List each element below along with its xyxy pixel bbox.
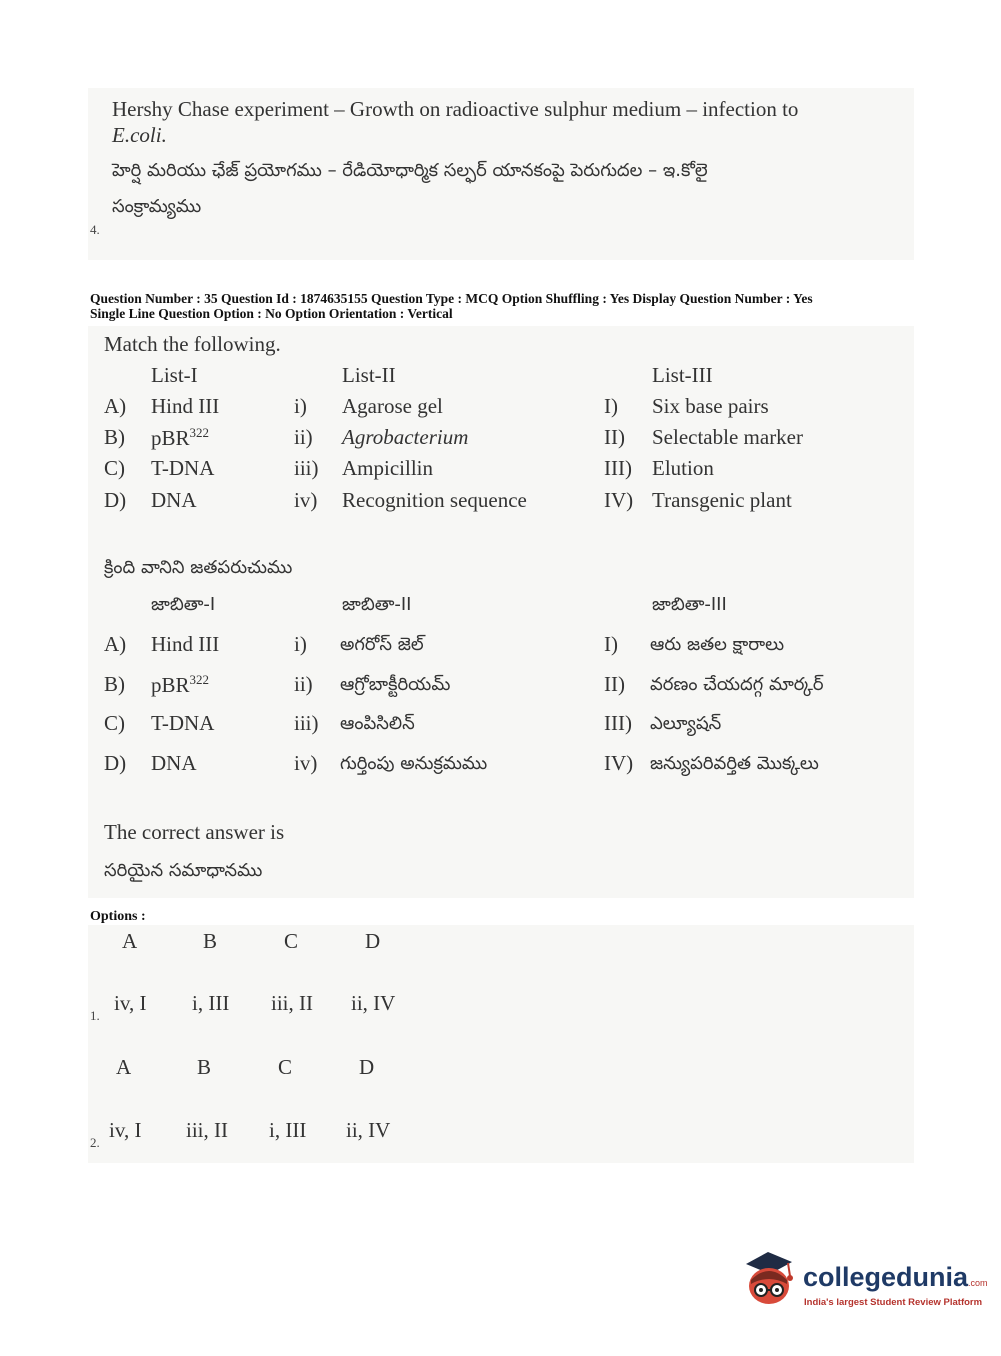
plasmid-superscript: 322 [189, 425, 210, 440]
english-list3-item: Elution [652, 456, 714, 480]
question-meta-line2: Single Line Question Option : No Option Orientation : Vertical [90, 306, 453, 321]
option-2-value-c[interactable]: i, III [269, 1118, 307, 1142]
telugu-list2-number: iii) [294, 711, 319, 735]
telugu-list3-item: ఆరు జతల క్షారాలు [650, 634, 785, 655]
english-list1-item [151, 425, 209, 451]
english-row-letter: D) [104, 488, 127, 512]
option-2-number[interactable]: 2. [90, 1135, 100, 1150]
english-list3-numeral: II) [604, 425, 625, 449]
collegedunia-mascot-icon [742, 1250, 804, 1314]
telugu-row-letter: C) [104, 711, 125, 735]
answer-prompt-english: The correct answer is [104, 820, 285, 844]
plasmid-name: pBR [151, 426, 190, 450]
telugu-list2-number: iv) [294, 751, 318, 775]
option-2-header-a: A [116, 1055, 132, 1079]
option-2-value-b[interactable]: iii, II [186, 1118, 228, 1142]
question-meta-line1: Question Number : 35 Question Id : 1874635155 Question Type : MCQ Option Shuffling : Yes Display Question Number : Yes [90, 291, 813, 306]
english-list2-number: iii) [294, 456, 319, 480]
english-list3-item: Selectable marker [652, 425, 803, 449]
english-list3-numeral: IV) [604, 488, 634, 512]
collegedunia-wordmark [803, 1262, 988, 1293]
previous-option-telugu-line2: సంక్రామ్యము [112, 196, 202, 217]
telugu-list3-numeral: I) [604, 632, 618, 656]
english-row-letter: A) [104, 394, 127, 418]
telugu-list2-item: అగరోస్ జెల్ [340, 634, 424, 655]
option-1-header-c: C [284, 929, 299, 953]
telugu-instruction: క్రింది వానిని జతపరుచుము [104, 557, 293, 578]
english-row-letter: C) [104, 456, 125, 480]
telugu-list2-number: ii) [294, 672, 313, 696]
english-instruction: Match the following. [104, 332, 281, 356]
option-2-header-b: B [197, 1055, 212, 1079]
telugu-row-letter: D) [104, 751, 127, 775]
option-1-value-b[interactable]: i, III [192, 991, 230, 1015]
telugu-list1-item: DNA [151, 751, 197, 775]
telugu-list3-numeral: III) [604, 711, 632, 735]
telugu-list3-numeral: IV) [604, 751, 634, 775]
english-list3-numeral: I) [604, 394, 618, 418]
telugu-list1-item [151, 672, 209, 698]
option-1-header-d: D [365, 929, 381, 953]
english-list2-item: Ampicillin [342, 456, 433, 480]
telugu-list2-item: ఆంపిసిలిన్ [340, 713, 415, 734]
option-2-value-a[interactable]: iv, I [109, 1118, 142, 1142]
telugu-header-list3: జాబితా-III [652, 594, 727, 615]
telugu-list2-number: i) [294, 632, 307, 656]
telugu-list2-item: గుర్తింపు అనుక్రమము [340, 753, 488, 774]
option-1-value-a[interactable]: iv, I [114, 991, 147, 1015]
english-list3-item: Six base pairs [652, 394, 769, 418]
options-label: Options : [90, 909, 146, 924]
option-1-value-d[interactable]: ii, IV [351, 991, 396, 1015]
option-2-value-d[interactable]: ii, IV [346, 1118, 391, 1142]
english-list2-item: Agrobacterium [342, 425, 469, 449]
english-list1-item: T-DNA [151, 456, 215, 480]
english-list1-item: DNA [151, 488, 197, 512]
telugu-list1-item: T-DNA [151, 711, 215, 735]
english-header-list3: List-III [652, 363, 713, 387]
option-1-number[interactable]: 1. [90, 1008, 100, 1023]
english-list2-number: i) [294, 394, 307, 418]
telugu-header-list1: జాబితా-I [151, 594, 216, 615]
english-list2-number: ii) [294, 425, 313, 449]
collegedunia-suffix: .com [968, 1278, 988, 1288]
english-row-letter: B) [104, 425, 125, 449]
previous-option-number: 4. [90, 222, 100, 237]
option-1-header-a: A [122, 929, 138, 953]
english-list2-number: iv) [294, 488, 318, 512]
english-list2-item: Recognition sequence [342, 488, 527, 512]
option-2-header-c: C [278, 1055, 293, 1079]
english-list1-item: Hind III [151, 394, 220, 418]
english-list3-item: Transgenic plant [652, 488, 792, 512]
plasmid-name: pBR [151, 673, 190, 697]
previous-option-english-line1: Hershy Chase experiment – Growth on radioactive sulphur medium – infection to [112, 97, 799, 121]
option-2-header-d: D [359, 1055, 375, 1079]
telugu-list3-item: వరణం చేయదగ్గ మార్కర్ [650, 674, 824, 695]
plasmid-superscript: 322 [189, 672, 210, 687]
telugu-row-letter: A) [104, 632, 127, 656]
english-header-list1: List-I [151, 363, 198, 387]
telugu-header-list2: జాబితా-II [342, 594, 412, 615]
answer-prompt-telugu: సరియైన సమాధానము [104, 860, 263, 881]
telugu-list3-item: జన్యుపరివర్తిత మొక్కలు [650, 753, 819, 774]
english-list2-item: Agarose gel [342, 394, 443, 418]
collegedunia-tagline: India's largest Student Review Platform [804, 1297, 983, 1308]
telugu-list1-item: Hind III [151, 632, 220, 656]
option-1-value-c[interactable]: iii, II [271, 991, 313, 1015]
telugu-list3-item: ఎల్యూషన్ [650, 713, 722, 734]
english-header-list2: List-II [342, 363, 396, 387]
option-1-header-b: B [203, 929, 218, 953]
telugu-list2-item: ఆగ్రోబాక్టీరియమ్ [340, 674, 451, 695]
telugu-row-letter: B) [104, 672, 125, 696]
previous-option-telugu-line1: హెర్షి మరియు ఛేజ్ ప్రయోగము – రేడియోధార్మిక సల్ఫర్ యానకంపై పెరుగుదల – ఇ.కోలై [112, 160, 708, 181]
telugu-list3-numeral: II) [604, 672, 625, 696]
english-list3-numeral: III) [604, 456, 632, 480]
collegedunia-name: collegedunia [803, 1262, 969, 1292]
previous-option-english-line2: E.coli. [112, 123, 167, 147]
